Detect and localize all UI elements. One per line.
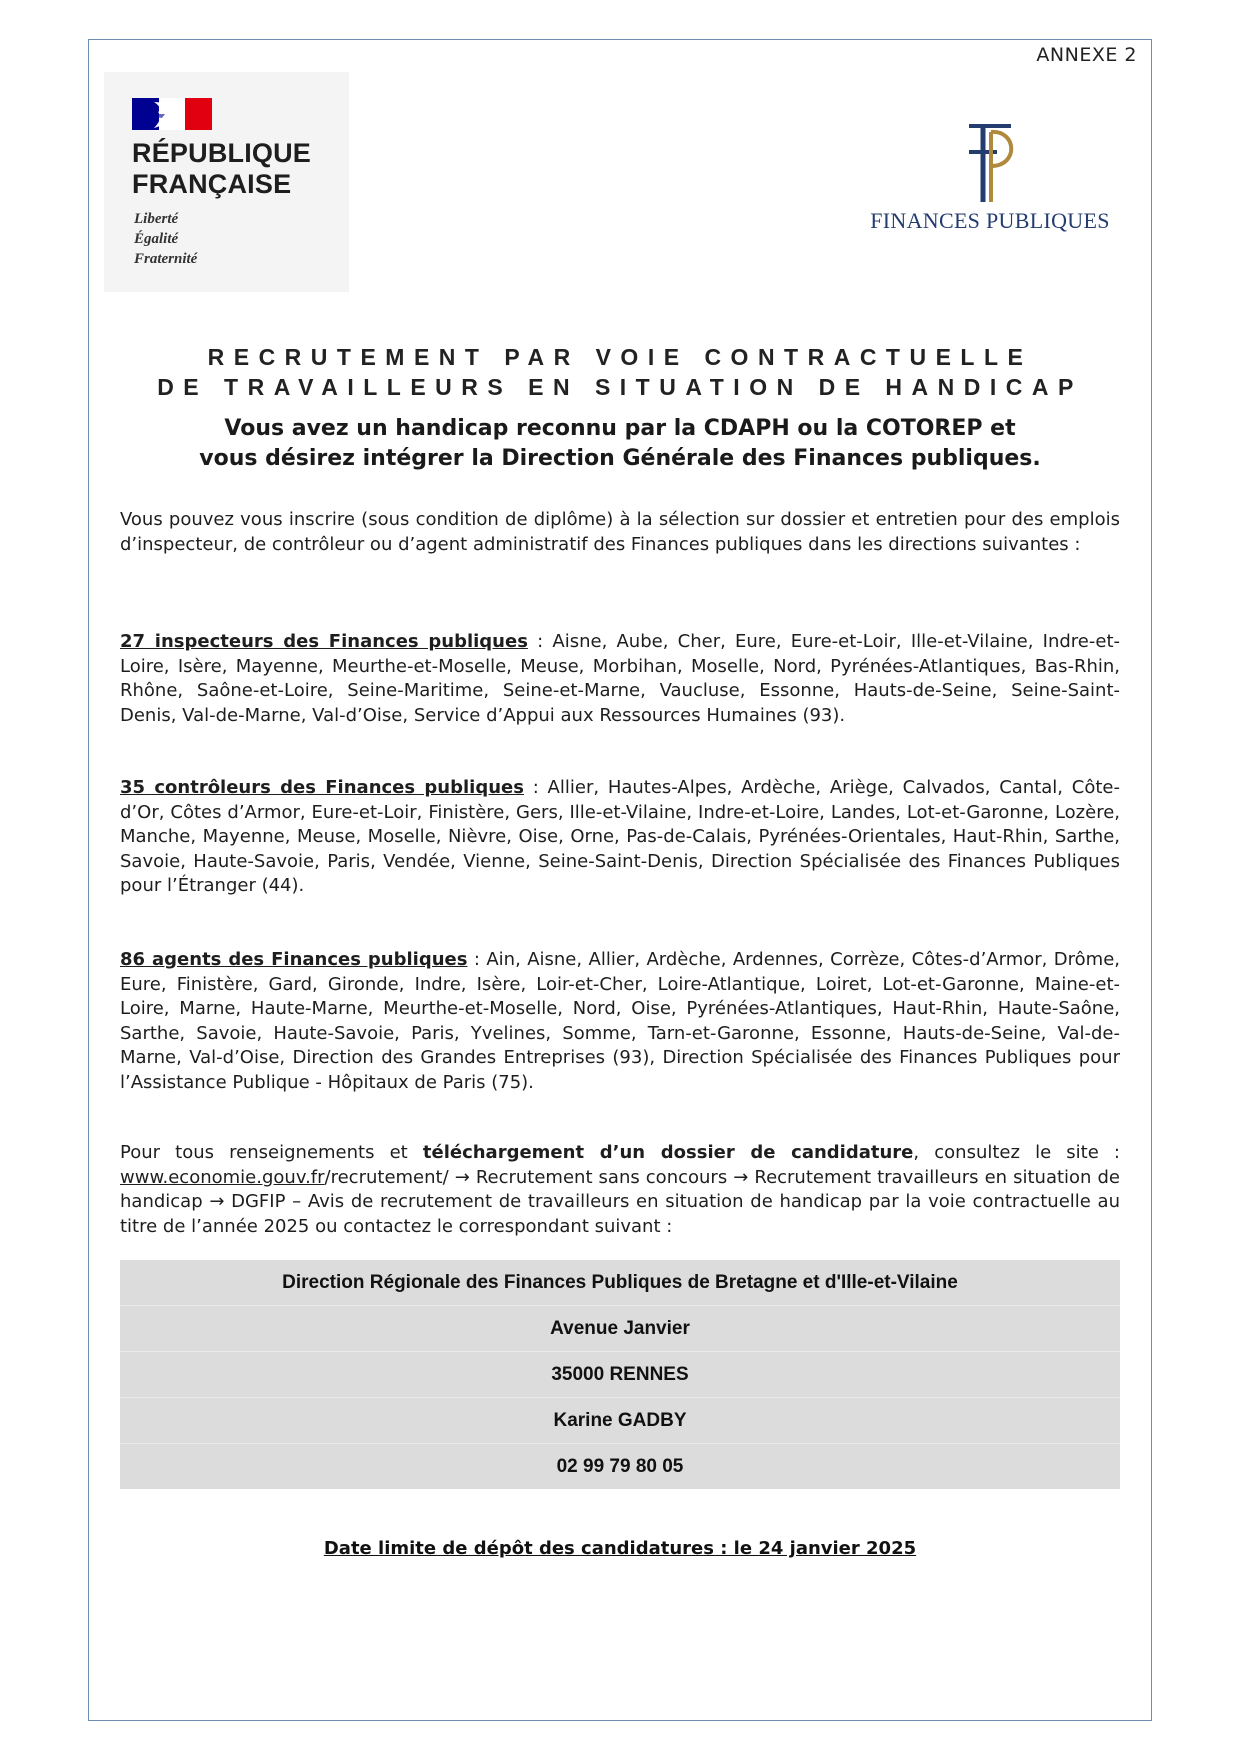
info-suffix: /recrutement/ → Recrutement sans concours → Recrutement travailleurs en situation de handicap → DGFIP – Avis de recrutement de travailleurs en situation de handicap par la voie contractuelle au titre de l’année 2025 ou contactez le correspondant suivant :	[120, 1166, 1120, 1237]
annex-label: ANNEXE 2	[1036, 44, 1137, 66]
subtitle-line-2: vous désirez intégrer la Direction Générale des Finances publiques.	[199, 446, 1041, 471]
info-prefix: Pour tous renseignements et	[120, 1142, 423, 1163]
info-middle: , consultez le site :	[913, 1142, 1120, 1163]
inspecteurs-list: : Aisne, Aube, Cher, Eure, Eure-et-Loir, Ille-et-Vilaine, Indre-et-Loire, Isère, Mayenne, Meurthe-et-Moselle, Meuse, Morbihan, Moselle, Nord, Pyrénées-Atlantiques, Bas-Rhin, Rhône, Saône-et-Loire, Seine-Maritime, Seine-et-Marne, Vaucluse, Essonne, Hauts-de-Seine, Seine-Saint-Denis, Val-de-Marne, Val-d’Oise, Service d’Appui aux Ressources Humaines (93).	[120, 631, 1121, 726]
republique-francaise-wordmark: RÉPUBLIQUE FRANÇAISE	[132, 138, 312, 199]
contact-table	[120, 1260, 1120, 1489]
republique-francaise-logo	[104, 72, 349, 292]
agents-paragraph	[120, 948, 1120, 1095]
intro-paragraph: Vous pouvez vous inscrire (sous condition de diplôme) à la sélection sur dossier et entretien pour des emplois d’inspecteur, de contrôleur ou d’agent administratif des Finances publiques dans les directions suivantes :	[120, 509, 1120, 555]
main-title-line-2: DE TRAVAILLEURS EN SITUATION DE HANDICAP	[157, 374, 1083, 400]
controleurs-paragraph	[120, 776, 1120, 899]
republique-motto: Liberté Égalité Fraternité	[134, 211, 198, 267]
marianne-flag-icon	[132, 98, 212, 130]
info-paragraph	[120, 1141, 1120, 1239]
controleurs-list: : Allier, Hautes-Alpes, Ardèche, Ariège, Calvados, Cantal, Côte-d’Or, Côtes d’Armor, Eure-et-Loir, Finistère, Gers, Ille-et-Vilaine, Indre-et-Loire, Landes, Lot-et-Garonne, Lozère, Manche, Mayenne, Meuse, Moselle, Nièvre, Oise, Orne, Pas-de-Calais, Pyrénées-Orientales, Haut-Rhin, Sarthe, Savoie, Haute-Savoie, Paris, Vendée, Vienne, Seine-Saint-Denis, Direction Spécialisée des Finances Publiques pour l’Étranger (44).	[120, 777, 1120, 896]
contact-phone: 02 99 79 80 05	[556, 1456, 684, 1477]
economie-gouv-link[interactable]: www.economie.gouv.fr	[120, 1166, 325, 1188]
finances-publiques-logo	[870, 116, 1110, 236]
deadline-text: Date limite de dépôt des candidatures : le 24 janvier 2025	[323, 1538, 917, 1559]
contact-name: Karine GADBY	[120, 1398, 1120, 1444]
subtitle-line-1: Vous avez un handicap reconnu par la CDAPH ou la COTOREP et	[224, 416, 1016, 441]
contact-direction: Direction Régionale des Finances Publiques de Bretagne et d'Ille-et-Vilaine	[120, 1260, 1120, 1306]
inspecteurs-heading: 27 inspecteurs des Finances publiques	[120, 631, 528, 652]
fp-monogram-icon	[955, 122, 1025, 206]
agents-heading: 86 agents des Finances publiques	[120, 949, 468, 970]
info-download-text: téléchargement d’un dossier de candidature	[422, 1142, 914, 1163]
main-title-line-1: RECRUTEMENT PAR VOIE CONTRACTUELLE	[207, 344, 1033, 370]
inspecteurs-paragraph	[120, 630, 1120, 728]
controleurs-heading: 35 contrôleurs des Finances publiques	[120, 777, 524, 798]
finances-publiques-wordmark: FINANCES PUBLIQUES	[870, 208, 1110, 233]
contact-city: 35000 RENNES	[120, 1352, 1120, 1398]
contact-address: Avenue Janvier	[120, 1306, 1120, 1352]
agents-list: : Ain, Aisne, Allier, Ardèche, Ardennes, Corrèze, Côtes-d’Armor, Drôme, Eure, Finistère, Gard, Gironde, Indre, Isère, Loir-et-Cher, Loire-Atlantique, Loiret, Lot-et-Garonne, Maine-et-Loire, Marne, Haute-Marne, Meurthe-et-Moselle, Nord, Oise, Pyrénées-Atlantiques, Haut-Rhin, Haute-Saône, Sarthe, Savoie, Haute-Savoie, Paris, Yvelines, Somme, Tarn-et-Garonne, Essonne, Hauts-de-Seine, Val-de-Marne, Val-d’Oise, Direction des Grandes Entreprises (93), Direction Spécialisée des Finances Publiques pour l’Assistance Publique - Hôpitaux de Paris (75).	[120, 949, 1121, 1093]
